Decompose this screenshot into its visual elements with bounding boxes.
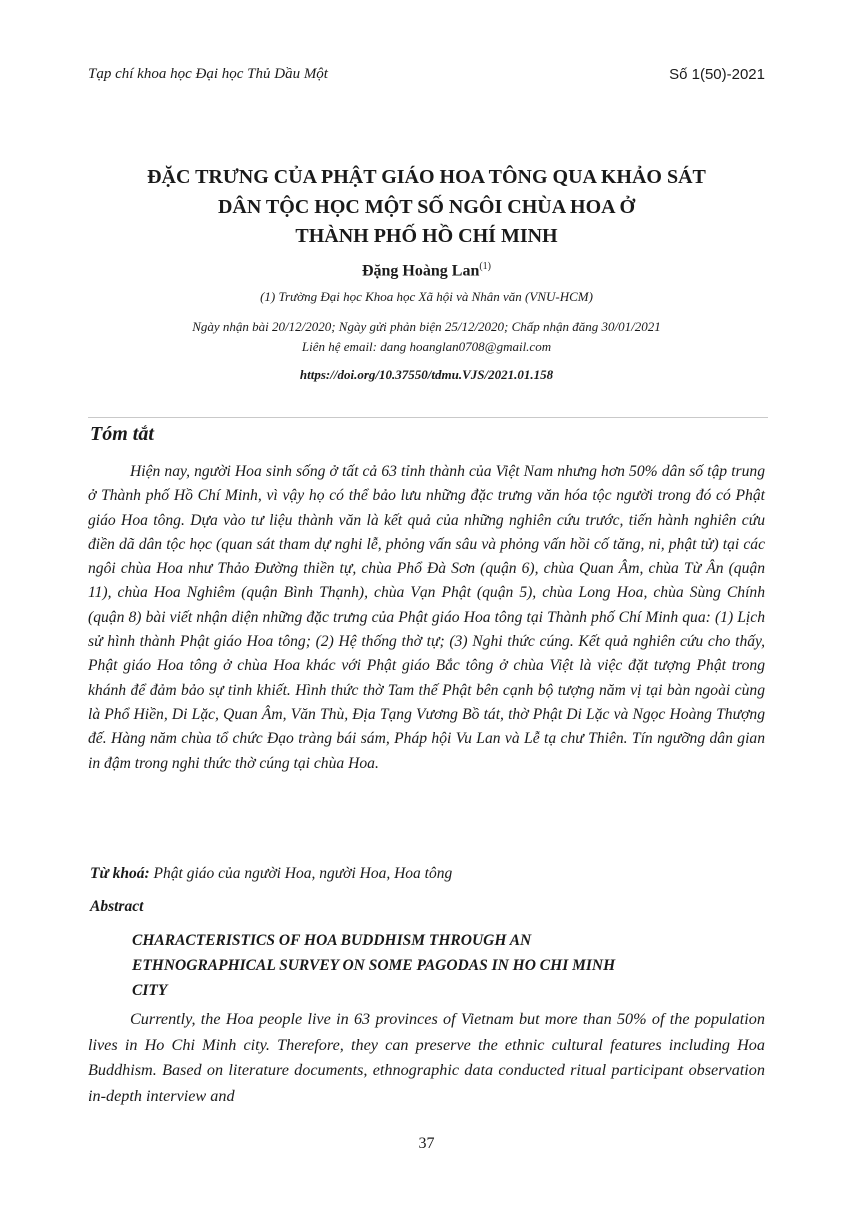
affiliation: (1) Trường Đại học Khoa học Xã hội và Nhân văn (VNU-HCM) [260,289,593,304]
title-line: THÀNH PHỐ HỒ CHÍ MINH [295,225,558,247]
keywords-text: Phật giáo của người Hoa, người Hoa, Hoa tông [153,865,453,882]
english-title-line: CITY [132,982,168,999]
doi-link[interactable]: https://doi.org/10.37550/tdmu.VJS/2021.01.158 [299,367,554,382]
issue-number: Số 1(50)-2021 [669,66,765,83]
journal-name: Tạp chí khoa học Đại học Thủ Dầu Một [88,66,328,82]
abstract-en-heading: Abstract [90,898,144,915]
keywords-label: Từ khoá: [90,865,150,882]
abstract-vi-heading: Tóm tắt [90,423,154,445]
english-title-line: ETHNOGRAPHICAL SURVEY ON SOME PAGODAS IN HO CHI MINH [132,957,616,974]
author-name: Đặng Hoàng Lan [361,262,480,280]
contact-email: Liên hệ email: dang hoanglan0708@gmail.com [301,339,552,354]
abstract-vi-body: Hiện nay, người Hoa sinh sống ở tất cả 63 tỉnh thành của Việt Nam nhưng hơn 50% dân số tập trung ở Thành phố Hồ Chí Minh, vì vậy họ có thể bảo lưu những đặc trưng văn hóa tộc người trong đó có Phật giáo Hoa tông. Dựa vào tư liệu thành văn là kết quả của những nghiên cứu trước, tiến hành nghiên cứu điền dã dân tộc học (quan sát tham dự nghi lễ, phỏng vấn sâu và phỏng vấn hồi cố tăng, ni, phật tử) tại các ngôi chùa Hoa như Thảo Đường thiền tự, chùa Phổ Đà Sơn (quận 6), chùa Quan Âm, chùa Từ Ân (quận 11), chùa Hoa Nghiêm (quận Bình Thạnh), chùa Vạn Phật (quận 5), chùa Long Hoa, chùa Sùng Chính (quận 8) bài viết nhận diện những đặc trưng của Phật giáo Hoa tông tại Thành phố Chí Minh qua: (1) Lịch sử hình thành Phật giáo Hoa tông; (2) Hệ thống thờ tự; (3) Nghi thức cúng. Kết quả nghiên cứu cho thấy, Phật giáo Hoa tông ở chùa Hoa khác với Phật giáo Bắc tông ở chùa Việt là việc đặt tượng Phật trong khánh để đảm bảo sự tinh khiết. Hình thức thờ Tam thế Phật bên cạnh bộ tượng năm vị tại bàn ngoài cùng là Phổ Hiền, Di Lặc, Quan Âm, Văn Thù, Địa Tạng Vương Bồ tát, thờ Phật Di Lặc và Ngọc Hoàng Thượng đế. Hàng năm chùa tổ chức Đạo tràng bái sám, Pháp hội Vu Lan và Lễ tạ chư Thiên. Tín ngưỡng dân gian in đậm trong nghi thức thờ cúng tại chùa Hoa. [88,463,765,772]
author [88,261,765,280]
keywords [90,865,452,883]
submission-dates: Ngày nhận bài 20/12/2020; Ngày gửi phản biện 25/12/2020; Chấp nhận đăng 30/01/2021 [192,319,661,334]
page-number: 37 [418,1135,435,1152]
title-line: ĐẶC TRƯNG CỦA PHẬT GIÁO HOA TÔNG QUA KHẢO SÁT [147,166,706,188]
english-title-line: CHARACTERISTICS OF HOA BUDDHISM THROUGH AN [132,932,532,949]
section-divider [88,417,768,418]
title-line: DÂN TỘC HỌC MỘT SỐ NGÔI CHÙA HOA Ở [217,195,636,218]
english-title [132,928,772,1003]
abstract-en-body: Currently, the Hoa people live in 63 provinces of Vietnam but more than 50% of the population lives in Ho Chi Minh city. Therefore, they can preserve the ethnic cultural features including Hoa Buddhism. Based on literature documents, ethnographic data conducted ritual participant observation in-depth interview and [88,1010,765,1105]
article-title [88,163,765,252]
author-affiliation-mark: (1) [479,261,492,272]
